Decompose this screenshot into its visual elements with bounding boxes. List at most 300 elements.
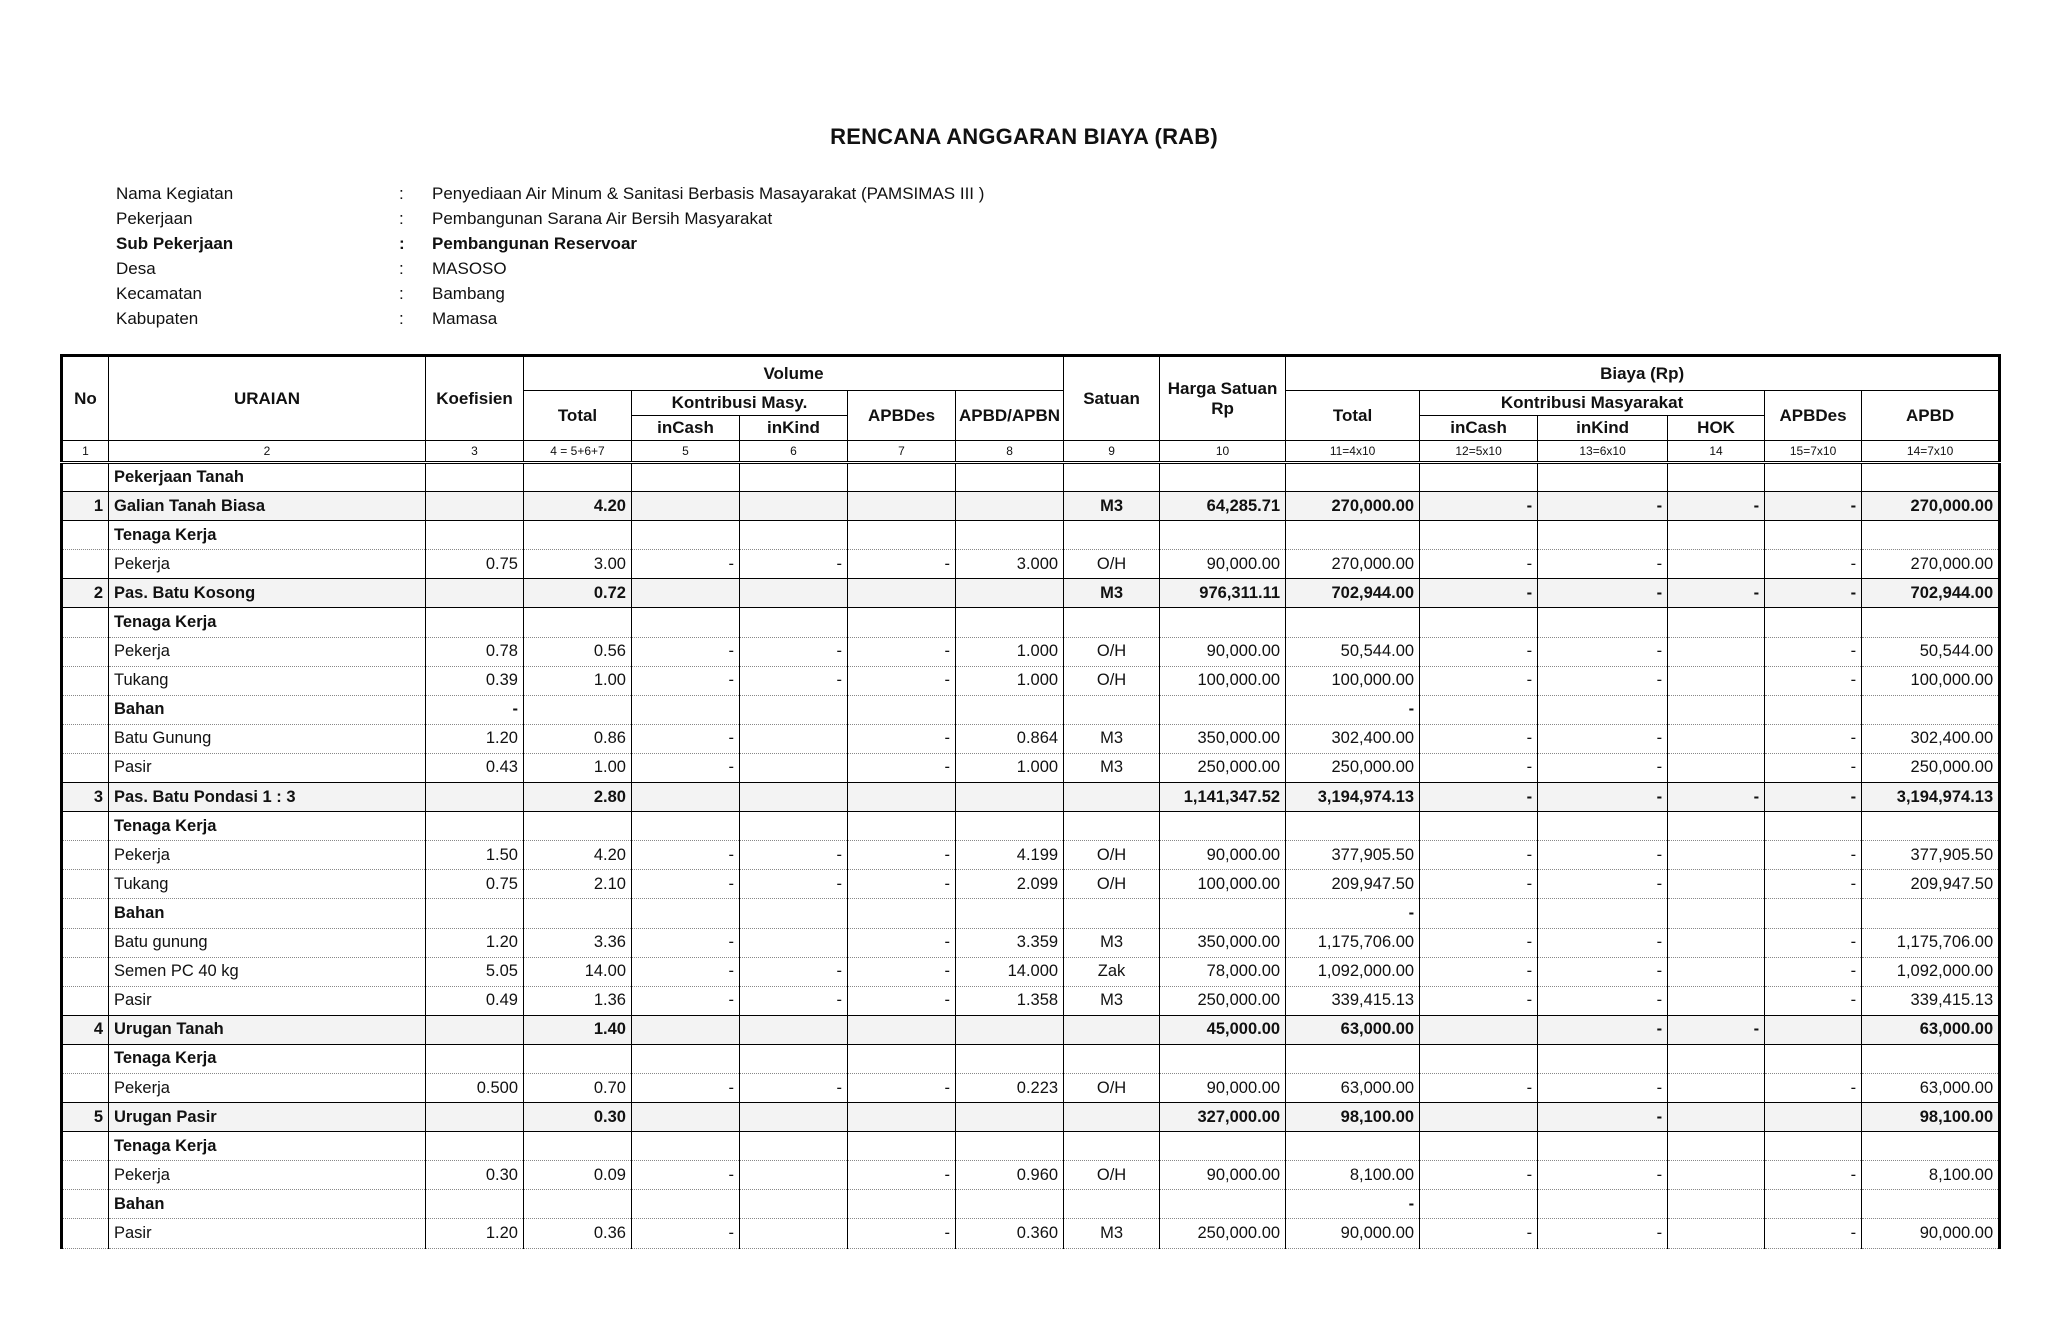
table-cell: - xyxy=(1420,492,1538,521)
table-cell xyxy=(62,1044,109,1073)
table-row xyxy=(62,550,2000,579)
uraian-cell: Semen PC 40 kg xyxy=(109,957,426,986)
table-cell: - xyxy=(632,870,740,899)
table-cell: - xyxy=(1420,1161,1538,1190)
table-cell xyxy=(1160,463,1286,492)
table-cell xyxy=(426,521,524,550)
header-uraian: URAIAN xyxy=(109,356,426,441)
table-cell: - xyxy=(1538,579,1668,608)
table-cell: - xyxy=(1420,579,1538,608)
table-cell xyxy=(62,899,109,928)
table-cell: - xyxy=(1538,550,1668,579)
column-index: 14=7x10 xyxy=(1862,441,2000,463)
info-label: Sub Pekerjaan xyxy=(116,234,234,253)
table-cell: 4.20 xyxy=(524,841,632,870)
column-index: 6 xyxy=(740,441,848,463)
table-cell: 0.56 xyxy=(524,637,632,666)
uraian-cell: Pekerja xyxy=(109,637,426,666)
table-cell xyxy=(848,783,956,812)
table-cell: - xyxy=(848,550,956,579)
table-cell: - xyxy=(1420,986,1538,1015)
column-index: 2 xyxy=(109,441,426,463)
table-cell: 0.36 xyxy=(524,1219,632,1248)
table-cell xyxy=(524,1190,632,1219)
table-cell xyxy=(1862,463,2000,492)
table-cell xyxy=(426,579,524,608)
table-cell xyxy=(848,1132,956,1161)
table-cell xyxy=(1538,812,1668,841)
table-cell: - xyxy=(740,841,848,870)
table-cell: 90,000.00 xyxy=(1160,1073,1286,1102)
table-cell xyxy=(1668,695,1765,724)
table-cell xyxy=(1420,1015,1538,1044)
table-cell xyxy=(1064,812,1160,841)
column-index: 11=4x10 xyxy=(1286,441,1420,463)
table-cell xyxy=(1668,928,1765,957)
item-row xyxy=(62,492,2000,521)
table-cell xyxy=(1160,1190,1286,1219)
table-cell xyxy=(632,899,740,928)
table-cell: 4 xyxy=(62,1015,109,1044)
table-row xyxy=(62,957,2000,986)
info-colon: : xyxy=(399,284,404,303)
table-cell: 5 xyxy=(62,1103,109,1132)
table-cell: - xyxy=(848,724,956,753)
info-row xyxy=(116,181,984,206)
table-cell xyxy=(848,492,956,521)
table-cell: - xyxy=(1765,870,1862,899)
table-cell: 270,000.00 xyxy=(1862,492,2000,521)
table-cell xyxy=(524,695,632,724)
table-cell: 8,100.00 xyxy=(1286,1161,1420,1190)
table-cell xyxy=(956,1190,1064,1219)
header-harga-satuan: Harga Satuan Rp xyxy=(1160,356,1286,441)
project-info xyxy=(116,181,984,331)
table-cell: - xyxy=(1420,753,1538,782)
table-cell: 3.00 xyxy=(524,550,632,579)
table-cell: - xyxy=(632,724,740,753)
table-cell xyxy=(1668,521,1765,550)
section-row xyxy=(62,1132,2000,1161)
table-cell: 1.000 xyxy=(956,753,1064,782)
table-cell: 1.00 xyxy=(524,753,632,782)
table-cell xyxy=(956,1015,1064,1044)
table-cell: 1,175,706.00 xyxy=(1286,928,1420,957)
table-row xyxy=(62,1219,2000,1248)
info-row xyxy=(116,281,984,306)
table-cell: M3 xyxy=(1064,724,1160,753)
column-index: 13=6x10 xyxy=(1538,441,1668,463)
table-cell: 250,000.00 xyxy=(1286,753,1420,782)
table-cell xyxy=(1420,899,1538,928)
table-cell: - xyxy=(848,666,956,695)
table-cell: 3.000 xyxy=(956,550,1064,579)
table-cell xyxy=(62,870,109,899)
table-cell: - xyxy=(740,550,848,579)
table-cell: 1.000 xyxy=(956,666,1064,695)
table-cell xyxy=(740,579,848,608)
item-row xyxy=(62,1015,2000,1044)
table-row xyxy=(62,724,2000,753)
table-cell: 45,000.00 xyxy=(1160,1015,1286,1044)
header-koefisien: Koefisien xyxy=(426,356,524,441)
table-cell xyxy=(1538,1044,1668,1073)
table-cell xyxy=(632,521,740,550)
table-cell: - xyxy=(632,1219,740,1248)
table-cell xyxy=(1420,521,1538,550)
table-cell: - xyxy=(1765,550,1862,579)
table-cell: 90,000.00 xyxy=(1862,1219,2000,1248)
table-cell: 1.000 xyxy=(956,637,1064,666)
table-cell xyxy=(1668,1219,1765,1248)
table-cell xyxy=(1286,521,1420,550)
table-cell xyxy=(1668,841,1765,870)
table-cell: 1,175,706.00 xyxy=(1862,928,2000,957)
table-cell xyxy=(740,1161,848,1190)
table-cell: - xyxy=(632,841,740,870)
table-cell xyxy=(1668,550,1765,579)
info-label: Pekerjaan xyxy=(116,209,193,228)
table-cell xyxy=(62,753,109,782)
info-colon: : xyxy=(399,234,405,253)
uraian-cell: Pekerja xyxy=(109,1073,426,1102)
table-cell: 270,000.00 xyxy=(1286,550,1420,579)
table-cell: - xyxy=(1538,1073,1668,1102)
table-cell xyxy=(956,1044,1064,1073)
info-value: Penyediaan Air Minum & Sanitasi Berbasis Masayarakat (PAMSIMAS III ) xyxy=(432,184,985,203)
table-cell: - xyxy=(1538,666,1668,695)
table-cell: - xyxy=(740,1073,848,1102)
table-cell xyxy=(1420,1190,1538,1219)
table-cell: - xyxy=(1286,1190,1420,1219)
table-cell xyxy=(62,812,109,841)
table-cell xyxy=(1765,1132,1862,1161)
uraian-cell: Tenaga Kerja xyxy=(109,608,426,637)
table-cell xyxy=(632,695,740,724)
table-cell xyxy=(524,1044,632,1073)
table-cell: 1,141,347.52 xyxy=(1160,783,1286,812)
table-cell: 250,000.00 xyxy=(1160,986,1286,1015)
table-cell: 90,000.00 xyxy=(1160,1161,1286,1190)
table-cell xyxy=(62,1073,109,1102)
table-cell xyxy=(1765,695,1862,724)
table-cell: M3 xyxy=(1064,492,1160,521)
table-cell: - xyxy=(1538,1219,1668,1248)
info-label: Kabupaten xyxy=(116,309,199,328)
table-cell: 250,000.00 xyxy=(1160,1219,1286,1248)
table-cell: M3 xyxy=(1064,1219,1160,1248)
table-cell: 377,905.50 xyxy=(1286,841,1420,870)
table-cell: M3 xyxy=(1064,753,1160,782)
table-cell: 0.30 xyxy=(426,1161,524,1190)
table-cell xyxy=(956,695,1064,724)
table-cell xyxy=(848,1190,956,1219)
table-cell: 327,000.00 xyxy=(1160,1103,1286,1132)
column-index: 12=5x10 xyxy=(1420,441,1538,463)
uraian-cell: Pekerjaan Tanah xyxy=(109,463,426,492)
table-row xyxy=(62,666,2000,695)
table-cell: - xyxy=(848,1219,956,1248)
table-cell: O/H xyxy=(1064,1073,1160,1102)
table-cell xyxy=(1765,521,1862,550)
table-cell xyxy=(1286,1044,1420,1073)
table-cell: O/H xyxy=(1064,666,1160,695)
table-cell: 702,944.00 xyxy=(1286,579,1420,608)
table-cell: - xyxy=(632,1161,740,1190)
table-cell xyxy=(62,724,109,753)
table-cell xyxy=(848,1015,956,1044)
table-cell xyxy=(848,899,956,928)
table-cell xyxy=(848,695,956,724)
uraian-cell: Galian Tanah Biasa xyxy=(109,492,426,521)
table-cell xyxy=(632,463,740,492)
table-cell: 63,000.00 xyxy=(1862,1015,2000,1044)
table-cell xyxy=(956,579,1064,608)
table-cell xyxy=(848,1103,956,1132)
table-cell: - xyxy=(632,1073,740,1102)
table-cell: 5.05 xyxy=(426,957,524,986)
table-cell xyxy=(740,724,848,753)
table-cell xyxy=(426,783,524,812)
column-index-row xyxy=(62,441,2000,463)
table-cell: - xyxy=(1420,1219,1538,1248)
table-cell: 78,000.00 xyxy=(1160,957,1286,986)
table-cell: - xyxy=(1765,841,1862,870)
table-cell xyxy=(848,521,956,550)
table-cell: 0.43 xyxy=(426,753,524,782)
table-cell: 1,092,000.00 xyxy=(1862,957,2000,986)
header-kontribusi-masy: Kontribusi Masy. xyxy=(632,391,848,416)
table-cell xyxy=(426,1103,524,1132)
table-cell xyxy=(62,841,109,870)
table-cell xyxy=(1420,1103,1538,1132)
item-row xyxy=(62,579,2000,608)
table-cell: 0.30 xyxy=(524,1103,632,1132)
table-body xyxy=(62,463,2000,1249)
table-cell: - xyxy=(848,637,956,666)
table-cell xyxy=(426,1190,524,1219)
table-cell: 3,194,974.13 xyxy=(1862,783,2000,812)
table-cell xyxy=(1668,608,1765,637)
table-cell: 100,000.00 xyxy=(1286,666,1420,695)
header-biaya-total: Total xyxy=(1286,391,1420,441)
item-row xyxy=(62,1103,2000,1132)
info-label: Nama Kegiatan xyxy=(116,184,234,203)
uraian-cell: Tukang xyxy=(109,870,426,899)
table-cell xyxy=(1668,1132,1765,1161)
table-cell: 0.86 xyxy=(524,724,632,753)
table-row xyxy=(62,637,2000,666)
table-cell xyxy=(1765,463,1862,492)
table-cell: - xyxy=(848,1073,956,1102)
table-cell: 3.36 xyxy=(524,928,632,957)
table-cell: 250,000.00 xyxy=(1160,753,1286,782)
table-cell: 63,000.00 xyxy=(1286,1073,1420,1102)
table-cell xyxy=(632,812,740,841)
table-cell xyxy=(1765,1190,1862,1219)
table-cell: - xyxy=(1538,870,1668,899)
table-cell xyxy=(62,1132,109,1161)
header-biaya: Biaya (Rp) xyxy=(1286,356,2000,391)
table-cell: O/H xyxy=(1064,841,1160,870)
rab-table xyxy=(60,354,2001,1249)
table-cell: - xyxy=(1538,783,1668,812)
table-cell xyxy=(1420,608,1538,637)
header-apbd: APBD xyxy=(1862,391,2000,441)
section-row xyxy=(62,1044,2000,1073)
table-cell xyxy=(1064,899,1160,928)
table-cell: 4.20 xyxy=(524,492,632,521)
table-cell: 2.80 xyxy=(524,783,632,812)
table-cell: 0.39 xyxy=(426,666,524,695)
table-cell xyxy=(1862,695,2000,724)
table-cell: 339,415.13 xyxy=(1286,986,1420,1015)
table-cell xyxy=(956,463,1064,492)
table-cell xyxy=(632,1103,740,1132)
table-cell: 0.223 xyxy=(956,1073,1064,1102)
table-cell xyxy=(426,899,524,928)
table-cell xyxy=(1160,608,1286,637)
table-cell: Zak xyxy=(1064,957,1160,986)
table-cell xyxy=(1064,608,1160,637)
table-cell xyxy=(62,1161,109,1190)
table-cell xyxy=(1538,899,1668,928)
table-cell: 250,000.00 xyxy=(1862,753,2000,782)
section-row xyxy=(62,812,2000,841)
table-cell xyxy=(740,928,848,957)
table-cell: - xyxy=(1765,957,1862,986)
table-row xyxy=(62,1073,2000,1102)
info-row xyxy=(116,256,984,281)
table-cell xyxy=(740,1219,848,1248)
header-volume: Volume xyxy=(524,356,1064,391)
table-cell: - xyxy=(1668,783,1765,812)
header-no: No xyxy=(62,356,109,441)
info-label: Desa xyxy=(116,259,156,278)
table-cell xyxy=(1286,463,1420,492)
table-cell xyxy=(1668,666,1765,695)
table-cell: - xyxy=(1538,1015,1668,1044)
table-cell: - xyxy=(848,753,956,782)
table-cell: 100,000.00 xyxy=(1160,666,1286,695)
table-cell xyxy=(848,608,956,637)
table-cell: - xyxy=(632,928,740,957)
table-cell xyxy=(62,637,109,666)
table-cell: - xyxy=(1420,870,1538,899)
table-cell xyxy=(1765,1044,1862,1073)
table-cell: - xyxy=(848,870,956,899)
table-cell xyxy=(1160,812,1286,841)
table-cell: - xyxy=(1420,783,1538,812)
table-cell xyxy=(62,1219,109,1248)
table-cell xyxy=(426,1015,524,1044)
table-cell: 1.00 xyxy=(524,666,632,695)
table-cell xyxy=(1765,1015,1862,1044)
uraian-cell: Tenaga Kerja xyxy=(109,1044,426,1073)
table-cell: - xyxy=(1420,841,1538,870)
table-cell xyxy=(740,899,848,928)
table-cell xyxy=(1160,1132,1286,1161)
uraian-cell: Tenaga Kerja xyxy=(109,1132,426,1161)
header-satuan: Satuan xyxy=(1064,356,1160,441)
table-cell: - xyxy=(1765,724,1862,753)
table-cell xyxy=(1668,812,1765,841)
table-row xyxy=(62,841,2000,870)
table-cell xyxy=(956,1103,1064,1132)
table-cell: 1.20 xyxy=(426,928,524,957)
table-cell xyxy=(1862,812,2000,841)
header-volume-total: Total xyxy=(524,391,632,441)
table-cell: - xyxy=(1286,695,1420,724)
table-cell: 90,000.00 xyxy=(1160,637,1286,666)
table-cell: 100,000.00 xyxy=(1862,666,2000,695)
table-cell: - xyxy=(1420,724,1538,753)
table-cell: M3 xyxy=(1064,579,1160,608)
info-value: Pembangunan Reservoar xyxy=(432,234,638,253)
table-cell xyxy=(426,608,524,637)
header-biaya-apbdes: APBDes xyxy=(1765,391,1862,441)
table-cell: - xyxy=(740,666,848,695)
table-cell xyxy=(956,1132,1064,1161)
table-cell xyxy=(1862,521,2000,550)
table-cell: 63,000.00 xyxy=(1862,1073,2000,1102)
table-cell: 98,100.00 xyxy=(1286,1103,1420,1132)
table-cell xyxy=(1765,608,1862,637)
table-cell: 1 xyxy=(62,492,109,521)
table-cell xyxy=(1160,521,1286,550)
table-cell xyxy=(62,957,109,986)
table-cell xyxy=(1668,637,1765,666)
table-cell xyxy=(1064,1103,1160,1132)
table-cell xyxy=(632,579,740,608)
table-cell: 0.70 xyxy=(524,1073,632,1102)
table-cell xyxy=(1765,812,1862,841)
table-cell: 4.199 xyxy=(956,841,1064,870)
table-cell xyxy=(632,1044,740,1073)
table-cell xyxy=(426,812,524,841)
header-apbd-apbn: APBD/APBN xyxy=(956,391,1064,441)
table-cell xyxy=(1538,1132,1668,1161)
table-cell: - xyxy=(426,695,524,724)
table-cell xyxy=(62,1190,109,1219)
table-cell: - xyxy=(1286,899,1420,928)
table-cell xyxy=(740,1044,848,1073)
page-title: RENCANA ANGGARAN BIAYA (RAB) xyxy=(830,124,1218,149)
table-cell: - xyxy=(1765,783,1862,812)
table-cell: 302,400.00 xyxy=(1286,724,1420,753)
table-cell: 14.000 xyxy=(956,957,1064,986)
uraian-cell: Pekerja xyxy=(109,841,426,870)
table-cell xyxy=(524,899,632,928)
table-cell: - xyxy=(1668,492,1765,521)
uraian-cell: Urugan Tanah xyxy=(109,1015,426,1044)
table-cell xyxy=(1668,899,1765,928)
table-cell: - xyxy=(740,957,848,986)
table-cell: 209,947.50 xyxy=(1862,870,2000,899)
table-cell xyxy=(524,463,632,492)
table-cell: 0.360 xyxy=(956,1219,1064,1248)
table-cell xyxy=(1862,1044,2000,1073)
table-cell xyxy=(740,463,848,492)
table-cell xyxy=(524,812,632,841)
table-cell: - xyxy=(1538,724,1668,753)
table-cell xyxy=(1668,1190,1765,1219)
table-cell xyxy=(740,695,848,724)
table-cell: 702,944.00 xyxy=(1862,579,2000,608)
table-cell: - xyxy=(848,1161,956,1190)
column-index: 4 = 5+6+7 xyxy=(524,441,632,463)
table-cell xyxy=(1668,1044,1765,1073)
